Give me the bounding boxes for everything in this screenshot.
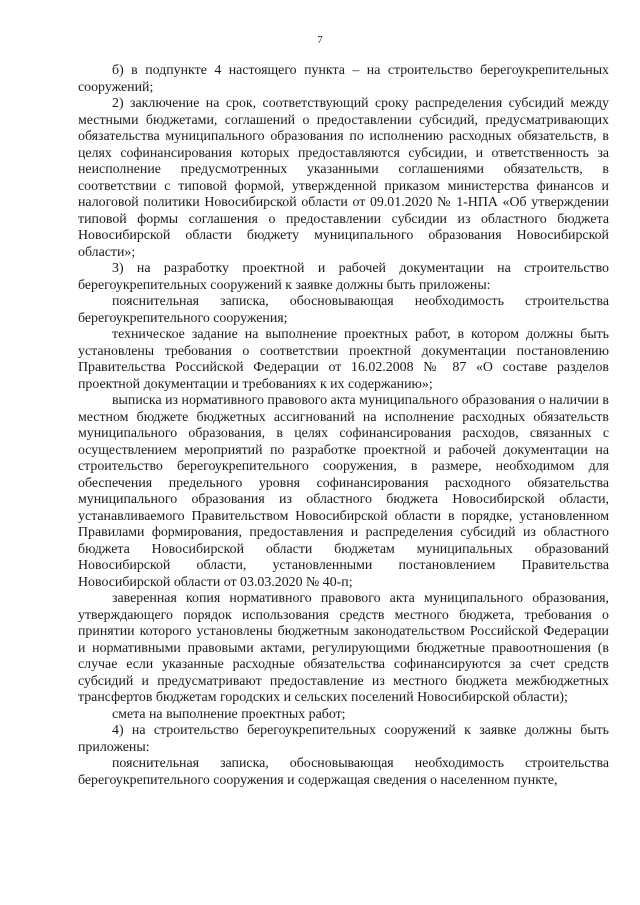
paragraph-estimate: смета на выполнение проектных работ; bbox=[112, 706, 346, 722]
paragraph-certified-copy: заверенная копия нормативного правового акта муниципального образования, утверждающего порядок использования средств местного бюджета, требования о принятии которого установлены бюджетным законодательством Российской Федерации и нормативными правовыми актами, регулирующими бюджетные правоотношения (в случае если указанные расходные обязательства софинансируются за счет средств субсидий и предусматривают предоставление из местного бюджета межбюджетных трансфертов бюджетам городских и сельских поселений Новосибирской области); bbox=[78, 591, 609, 705]
document-body bbox=[78, 63, 609, 789]
paragraph-explanatory-note: пояснительная записка, обосновывающая необходимость строительства берегоукрепительного сооружения; bbox=[78, 294, 609, 326]
paragraph-budget-extract: выписка из нормативного правового акта муниципального образования о наличии в местном бюджете бюджетных ассигнований на исполнение расходных обязательств муниципального образования, в целях софинансирования расходов, связанных с осуществлением мероприятий по разработке проектной и рабочей документации на строительство берегоукрепительного сооружения, в размере, необходимом для обеспечения предельного уровня софинансирования расходного обязательства муниципального образования из областного бюджета Новосибирской области, устанавливаемого Правительством Новосибирской области в порядке, установленном Правилами формирования, предоставления и распределения субсидий из областного бюджета Новосибирской области бюджетам муниципальных образований Новосибирской области, установленными постановлением Правительства Новосибирской области от 03.03.2020 № 40-п; bbox=[78, 393, 609, 590]
paragraph-4-construction: 4) на строительство берегоукрепительных сооружений к заявке должны быть приложены: bbox=[78, 723, 609, 755]
paragraph-2-agreement-term: 2) заключение на срок, соответствующий сроку распределения субсидий между местными бюджетами, соглашений о предоставлении субсидий, предусматривающих обязательства муниципального образования по исполнению расходных обязательств, в целях софинансирования которых предоставляются субсидии, и ответственность за неисполнение предусмотренных указанными соглашениями обязательств, в соответствии с типовой формой, утвержденной приказом министерства финансов и налоговой политики Новосибирской области от 09.01.2020 № 1-НПА «Об утверждении типовой формы соглашения о предоставлении субсидии из областного бюджета Новосибирской области бюджету муниципального образования Новосибирской области»; bbox=[78, 96, 609, 260]
page-number: 7 bbox=[317, 34, 323, 46]
paragraph-explanatory-note-settlement: пояснительная записка, обосновывающая необходимость строительства берегоукрепительного сооружения и содержащая сведения о населенном пункте, bbox=[78, 756, 609, 788]
paragraph-technical-assignment: техническое задание на выполнение проектных работ, в котором должны быть установлены требования о соответствии проектной документации постановлению Правительства Российской Федерации от 16.02.2008 № 87 «О составе разделов проектной документации и требованиях к их содержанию»; bbox=[78, 327, 609, 392]
paragraph-1b-shore-protection: б) в подпункте 4 настоящего пункта – на строительство берегоукрепительных сооружений; bbox=[78, 63, 609, 95]
paragraph-3-design-documentation: 3) на разработку проектной и рабочей документации на строительство берегоукрепительных сооружений к заявке должны быть приложены: bbox=[78, 261, 609, 293]
